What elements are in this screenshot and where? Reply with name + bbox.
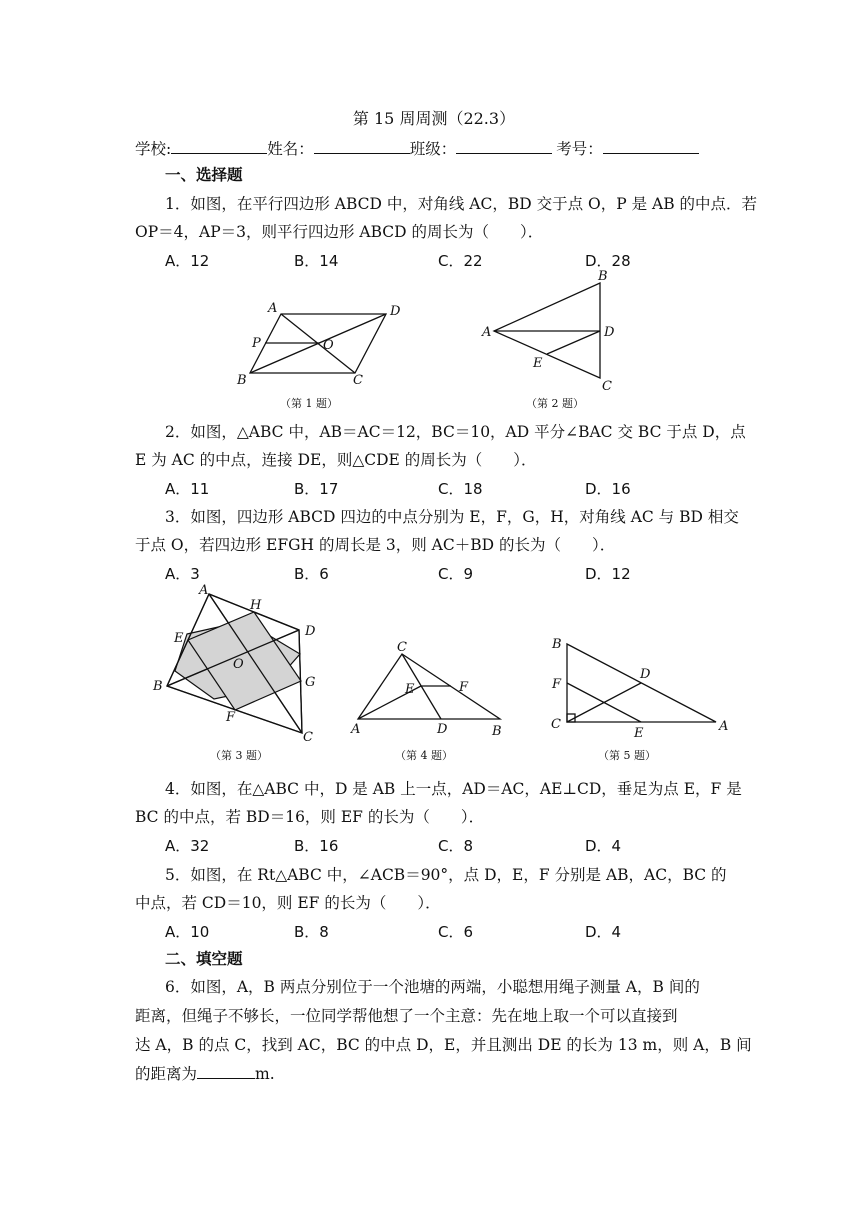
fig4-label-e: E xyxy=(405,682,415,697)
figure-2-triangle xyxy=(494,283,600,378)
figure-1-parallelogram xyxy=(250,314,386,373)
q1-option-b[interactable]: B．14 xyxy=(294,252,339,270)
q6-line4 xyxy=(135,1062,275,1084)
school-field[interactable] xyxy=(171,139,267,154)
fig3-caption: （第 3 题） xyxy=(210,749,268,762)
q4-option-c[interactable]: C．8 xyxy=(438,837,474,855)
q6-line1: 6．如图，A，B 两点分别位于一个池塘的两端，小聪想用绳子测量 A，B 间的 xyxy=(165,978,700,996)
fig2-label-c: C xyxy=(602,379,612,394)
fig5-caption: （第 5 题） xyxy=(598,749,656,762)
q5-option-b[interactable]: B．8 xyxy=(294,923,329,941)
section-choice-heading: 一、选择题 xyxy=(165,166,243,184)
fig1-caption: （第 1 题） xyxy=(280,397,338,410)
fig3-label-d: D xyxy=(305,624,316,639)
fig3-label-o: O xyxy=(233,657,244,672)
fig3-label-b: B xyxy=(153,679,163,694)
fig2-label-b: B xyxy=(598,270,608,284)
fig4-label-b: B xyxy=(492,724,502,739)
class-field[interactable] xyxy=(456,139,552,154)
q6-line2: 距离，但绳子不够长，一位同学帮他想了一个主意：先在地上取一个可以直接到 xyxy=(135,1007,678,1025)
figure-4-triangle xyxy=(358,654,500,719)
q4-line1: 4．如图，在△ABC 中，D 是 AB 上一点，AD＝AC，AE⊥CD，垂足为点 E，F 是 xyxy=(165,780,742,798)
q6-line4-suffix: m. xyxy=(255,1065,275,1083)
fig2-label-a: A xyxy=(482,325,492,340)
q6-line3: 达 A，B 的点 C，找到 AC，BC 的中点 D，E，并且测出 DE 的长为 13 m，则 A，B 间 xyxy=(135,1036,752,1054)
exam-no-label: 考号： xyxy=(556,140,603,158)
q5-option-d[interactable]: D．4 xyxy=(585,923,622,941)
q5-line2: 中点，若 CD＝10，则 EF 的长为（ ）． xyxy=(135,894,441,912)
school-label: 学校: xyxy=(135,140,172,158)
q4-option-a[interactable]: A．32 xyxy=(165,837,210,855)
q3-line1: 3．如图，四边形 ABCD 四边的中点分别为 E，F，G，H，对角线 AC 与 BD 相交 xyxy=(165,508,739,526)
fig1-label-d: D xyxy=(390,304,401,319)
q6-line4-prefix: 的距离为 xyxy=(135,1065,198,1083)
fig3-label-e: E xyxy=(174,631,184,646)
q4-option-b[interactable]: B．16 xyxy=(294,837,339,855)
q3-option-d[interactable]: D．12 xyxy=(585,565,631,583)
student-info-row xyxy=(135,137,699,159)
q1-line1: 1．如图，在平行四边形 ABCD 中，对角线 AC，BD 交于点 O，P 是 AB 的中点．若 xyxy=(165,195,758,213)
q2-option-c[interactable]: C．18 xyxy=(438,480,483,498)
fig5-label-a: A xyxy=(719,719,729,734)
q2-option-b[interactable]: B．17 xyxy=(294,480,339,498)
fig4-label-c: C xyxy=(397,640,407,655)
fig3-label-g: G xyxy=(305,675,316,690)
q1-line2: OP＝4，AP＝3，则平行四边形 ABCD 的周长为（ ）． xyxy=(135,223,544,241)
q3-option-a[interactable]: A．3 xyxy=(165,565,200,583)
q5-option-a[interactable]: A．10 xyxy=(165,923,210,941)
fig3-label-h: H xyxy=(250,598,262,613)
fig2-label-d: D xyxy=(604,325,615,340)
fig3-label-a: A xyxy=(199,583,209,598)
exam-no-field[interactable] xyxy=(603,139,699,154)
fig4-caption: （第 4 题） xyxy=(395,749,453,762)
fig1-label-b: B xyxy=(237,373,247,388)
q2-option-d[interactable]: D．16 xyxy=(585,480,631,498)
q3-line2: 于点 O，若四边形 EFGH 的周长是 3，则 AC＋BD 的长为（ ）． xyxy=(135,536,616,554)
q2-option-a[interactable]: A．11 xyxy=(165,480,210,498)
fig5-label-d: D xyxy=(640,667,651,682)
q2-line2: E 为 AC 的中点，连接 DE，则△CDE 的周长为（ ）． xyxy=(135,451,537,469)
q2-line1: 2．如图，△ABC 中，AB＝AC＝12，BC＝10，AD 平分∠BAC 交 BC 于点 D，点 xyxy=(165,423,746,441)
fig1-label-o: O xyxy=(323,338,334,353)
q1-option-a[interactable]: A．12 xyxy=(165,252,210,270)
q4-line2: BC 的中点，若 BD＝16，则 EF 的长为（ ）． xyxy=(135,808,485,826)
q5-line1: 5．如图，在 Rt△ABC 中，∠ACB＝90°，点 D，E，F 分别是 AB，AC，BC 的 xyxy=(165,866,727,884)
fig1-label-c: C xyxy=(353,373,363,388)
q1-option-d[interactable]: D．28 xyxy=(585,252,631,270)
fig3-label-c: C xyxy=(303,730,313,745)
section-fill-heading: 二、填空题 xyxy=(165,950,243,968)
figures-3-4-5 xyxy=(0,580,868,770)
fig4-label-a: A xyxy=(351,722,361,737)
name-field[interactable] xyxy=(314,139,410,154)
fig1-label-a: A xyxy=(268,301,278,316)
figure-5-right-triangle xyxy=(567,644,716,722)
fig4-label-f: F xyxy=(459,680,469,695)
fig3-label-f: F xyxy=(226,710,236,725)
fig2-caption: （第 2 题） xyxy=(526,397,584,410)
fig5-label-f: F xyxy=(552,677,562,692)
q3-option-b[interactable]: B．6 xyxy=(294,565,329,583)
q1-option-c[interactable]: C．22 xyxy=(438,252,483,270)
q4-option-d[interactable]: D．4 xyxy=(585,837,622,855)
fig5-label-e: E xyxy=(634,726,644,741)
name-label: 姓名： xyxy=(267,140,314,158)
q3-option-c[interactable]: C．9 xyxy=(438,565,474,583)
q6-answer-blank[interactable] xyxy=(197,1064,255,1079)
fig2-label-e: E xyxy=(533,356,543,371)
page-title: 第 15 周周测（22.3） xyxy=(352,109,516,128)
q5-option-c[interactable]: C．6 xyxy=(438,923,474,941)
fig5-label-b: B xyxy=(552,637,562,652)
fig4-label-d: D xyxy=(437,722,448,737)
fig5-label-c: C xyxy=(551,717,561,732)
fig1-label-p: P xyxy=(252,336,261,351)
class-label: 班级： xyxy=(409,140,457,158)
figures-1-2 xyxy=(0,270,868,415)
